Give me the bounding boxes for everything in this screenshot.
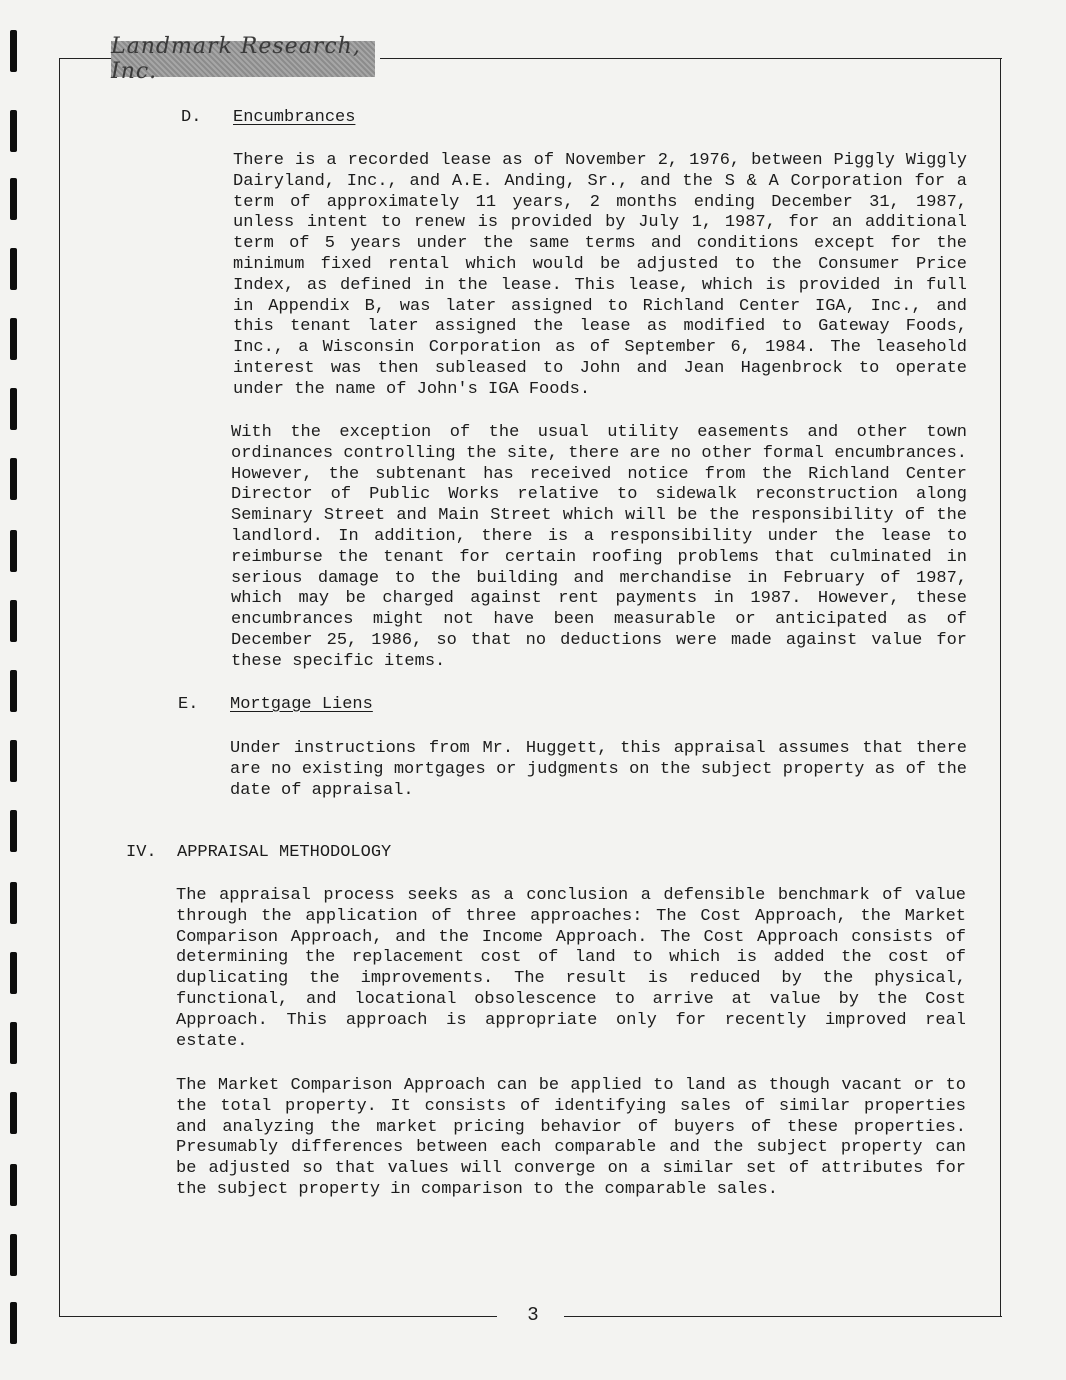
- section-iv-title: APPRAISAL METHODOLOGY: [177, 843, 392, 862]
- binder-hole: [10, 1022, 17, 1064]
- frame-right-rule: [1000, 58, 1001, 1317]
- binder-holes: [10, 30, 18, 1350]
- binder-hole: [10, 882, 17, 924]
- binder-hole: [10, 458, 17, 500]
- binder-hole: [10, 1302, 17, 1344]
- binder-hole: [10, 670, 17, 712]
- page-number: 3: [527, 1304, 539, 1326]
- letterhead-logo-text: Landmark Research, Inc.: [111, 34, 361, 84]
- section-d-title: Encumbrances: [233, 108, 356, 127]
- frame-top-right-rule: [380, 58, 1002, 59]
- binder-hole: [10, 110, 17, 152]
- section-iv-paragraph-2: The Market Comparison Approach can be applied to land as though vacant or to the total property. It consists of identifying sales of similar properties and analyzing the market pricing behavior of buyers of these properties. Presumably differences between each comparable and the subject property can be adjusted so that values will converge on a similar set of attributes for the subject property in comparison to the comparable sales.: [176, 1076, 966, 1199]
- binder-hole: [10, 178, 17, 220]
- frame-left-rule: [59, 58, 60, 1317]
- binder-hole: [10, 1092, 17, 1134]
- binder-hole: [10, 248, 17, 290]
- binder-hole: [10, 740, 17, 782]
- section-e-paragraph-1: Under instructions from Mr. Huggett, this appraisal assumes that there are no existing mortgages or judgments on the subject property as of the date of appraisal.: [230, 739, 967, 800]
- binder-hole: [10, 1234, 17, 1276]
- section-e-title: Mortgage Liens: [230, 695, 373, 714]
- section-iv-numeral: IV.: [126, 843, 157, 862]
- frame-bottom-right-rule: [564, 1316, 1002, 1317]
- section-e-letter: E.: [178, 695, 199, 714]
- section-d-letter: D.: [181, 108, 202, 127]
- binder-hole: [10, 530, 17, 572]
- frame-bottom-left-rule: [59, 1316, 497, 1317]
- binder-hole: [10, 318, 17, 360]
- frame-top-left-rule: [59, 58, 111, 59]
- binder-hole: [10, 952, 17, 994]
- binder-hole: [10, 810, 17, 852]
- binder-hole: [10, 600, 17, 642]
- binder-hole: [10, 30, 17, 72]
- section-d-paragraph-2: With the exception of the usual utility easements and other town ordinances controlling the site, there are no other formal encumbrances. However, the subtenant has received notice from the Richland Center Director of Public Works relative to sidewalk reconstruction along Seminary Street and Main Street which will be the responsibility of the landlord. In addition, there is a responsibility under the lease to reimburse the tenant for certain roofing problems that culminated in serious damage to the building and merchandise in February of 1987, which may be charged against rent payments in 1987. However, these encumbrances might not have been measurable or anticipated as of December 25, 1986, so that no deductions were made against value for these specific items.: [231, 423, 967, 671]
- section-iv-paragraph-1: The appraisal process seeks as a conclusion a defensible benchmark of value through the application of three approaches: The Cost Approach, the Market Comparison Approach, and the Income Approach. The Cost Approach consists of determining the replacement cost of land to which is added the cost of duplicating the improvements. The result is reduced by the physical, functional, and locational obsolescence to arrive at value by the Cost Approach. This approach is appropriate only for recently improved real estate.: [176, 886, 966, 1051]
- letterhead-logo: [111, 34, 375, 84]
- binder-hole: [10, 1164, 17, 1206]
- section-d-paragraph-1: There is a recorded lease as of November 2, 1976, between Piggly Wiggly Dairyland, Inc., and A.E. Anding, Sr., and the S & A Corporation for a term of approximately 11 years, 2 months ending December 31, 1987, unless intent to renew is provided by July 1, 1987, for an additional term of 5 years under the same terms and conditions except for the minimum fixed rental which would be adjusted to the Consumer Price Index, as defined in the lease. This lease, which is provided in full in Appendix B, was later assigned to Richland Center IGA, Inc., and this tenant later assigned the lease as modified to Gateway Foods, Inc., a Wisconsin Corporation as of September 6, 1984. The leasehold interest was then subleased to John and Jean Hagenbrock to operate under the name of John's IGA Foods.: [233, 151, 967, 399]
- binder-hole: [10, 388, 17, 430]
